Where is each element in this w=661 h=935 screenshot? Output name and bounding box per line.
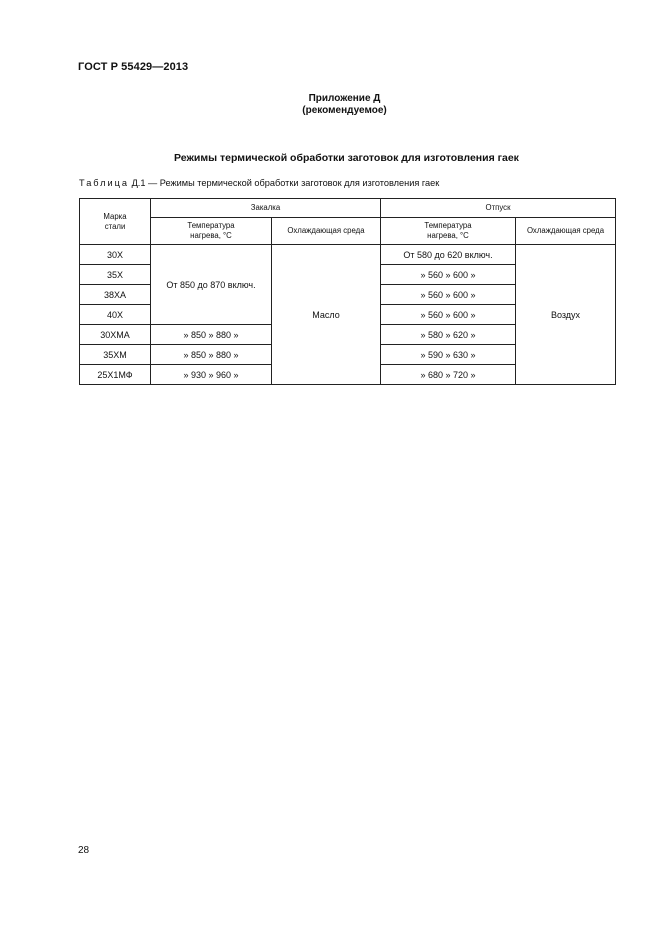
document-number: ГОСТ Р 55429—2013 [78,61,189,73]
quench-temp-cell: » 930 » 960 » [151,365,272,385]
temper-temp-cell: » 560 » 600 » [381,285,516,305]
section-title [0,152,661,164]
appendix-subtitle: (рекомендуемое) [302,105,387,116]
header-quench: Закалка [151,199,381,218]
temper-temp-cell: » 580 » 620 » [381,325,516,345]
grade-cell: 30Х [80,245,151,265]
temper-temp-cell: » 560 » 600 » [381,305,516,325]
temper-cooling-cell: Воздух [516,245,616,385]
header-temper-cooling: Охлаждающая среда [516,218,616,245]
section-title-text: Режимы термической обработки заготовок для изготовления гаек [174,152,519,164]
table-caption-prefix: Таблица [79,178,130,188]
heat-treatment-table [79,198,616,385]
quench-cooling-cell: Масло [272,245,381,385]
quench-temp-cell: » 850 » 880 » [151,325,272,345]
page-number: 28 [78,845,90,856]
temper-temp-cell: » 590 » 630 » [381,345,516,365]
table-caption [79,178,439,188]
quench-temp-group-cell: От 850 до 870 включ. [151,245,272,325]
grade-cell: 25Х1МФ [80,365,151,385]
temper-temp-cell: » 560 » 600 » [381,265,516,285]
table-row [80,245,616,265]
grade-cell: 30ХМА [80,325,151,345]
header-grade: Марка стали [80,199,151,245]
header-temper-temp: Температура нагрева, °С [381,218,516,245]
quench-temp-cell: » 850 » 880 » [151,345,272,365]
header-quench-cooling: Охлаждающая среда [272,218,381,245]
temper-temp-cell: От 580 до 620 включ. [381,245,516,265]
temper-temp-cell: » 680 » 720 » [381,365,516,385]
table-caption-text: Д.1 — Режимы термической обработки заготовок для изготовления гаек [129,178,440,188]
appendix-heading [0,93,661,117]
header-quench-temp: Температура нагрева, °С [151,218,272,245]
grade-cell: 35ХМ [80,345,151,365]
grade-cell: 35Х [80,265,151,285]
grade-cell: 40Х [80,305,151,325]
header-temper: Отпуск [381,199,616,218]
grade-cell: 38ХА [80,285,151,305]
table-header-row [80,199,616,218]
appendix-title: Приложение Д [308,93,381,104]
table-subheader-row [80,218,616,245]
